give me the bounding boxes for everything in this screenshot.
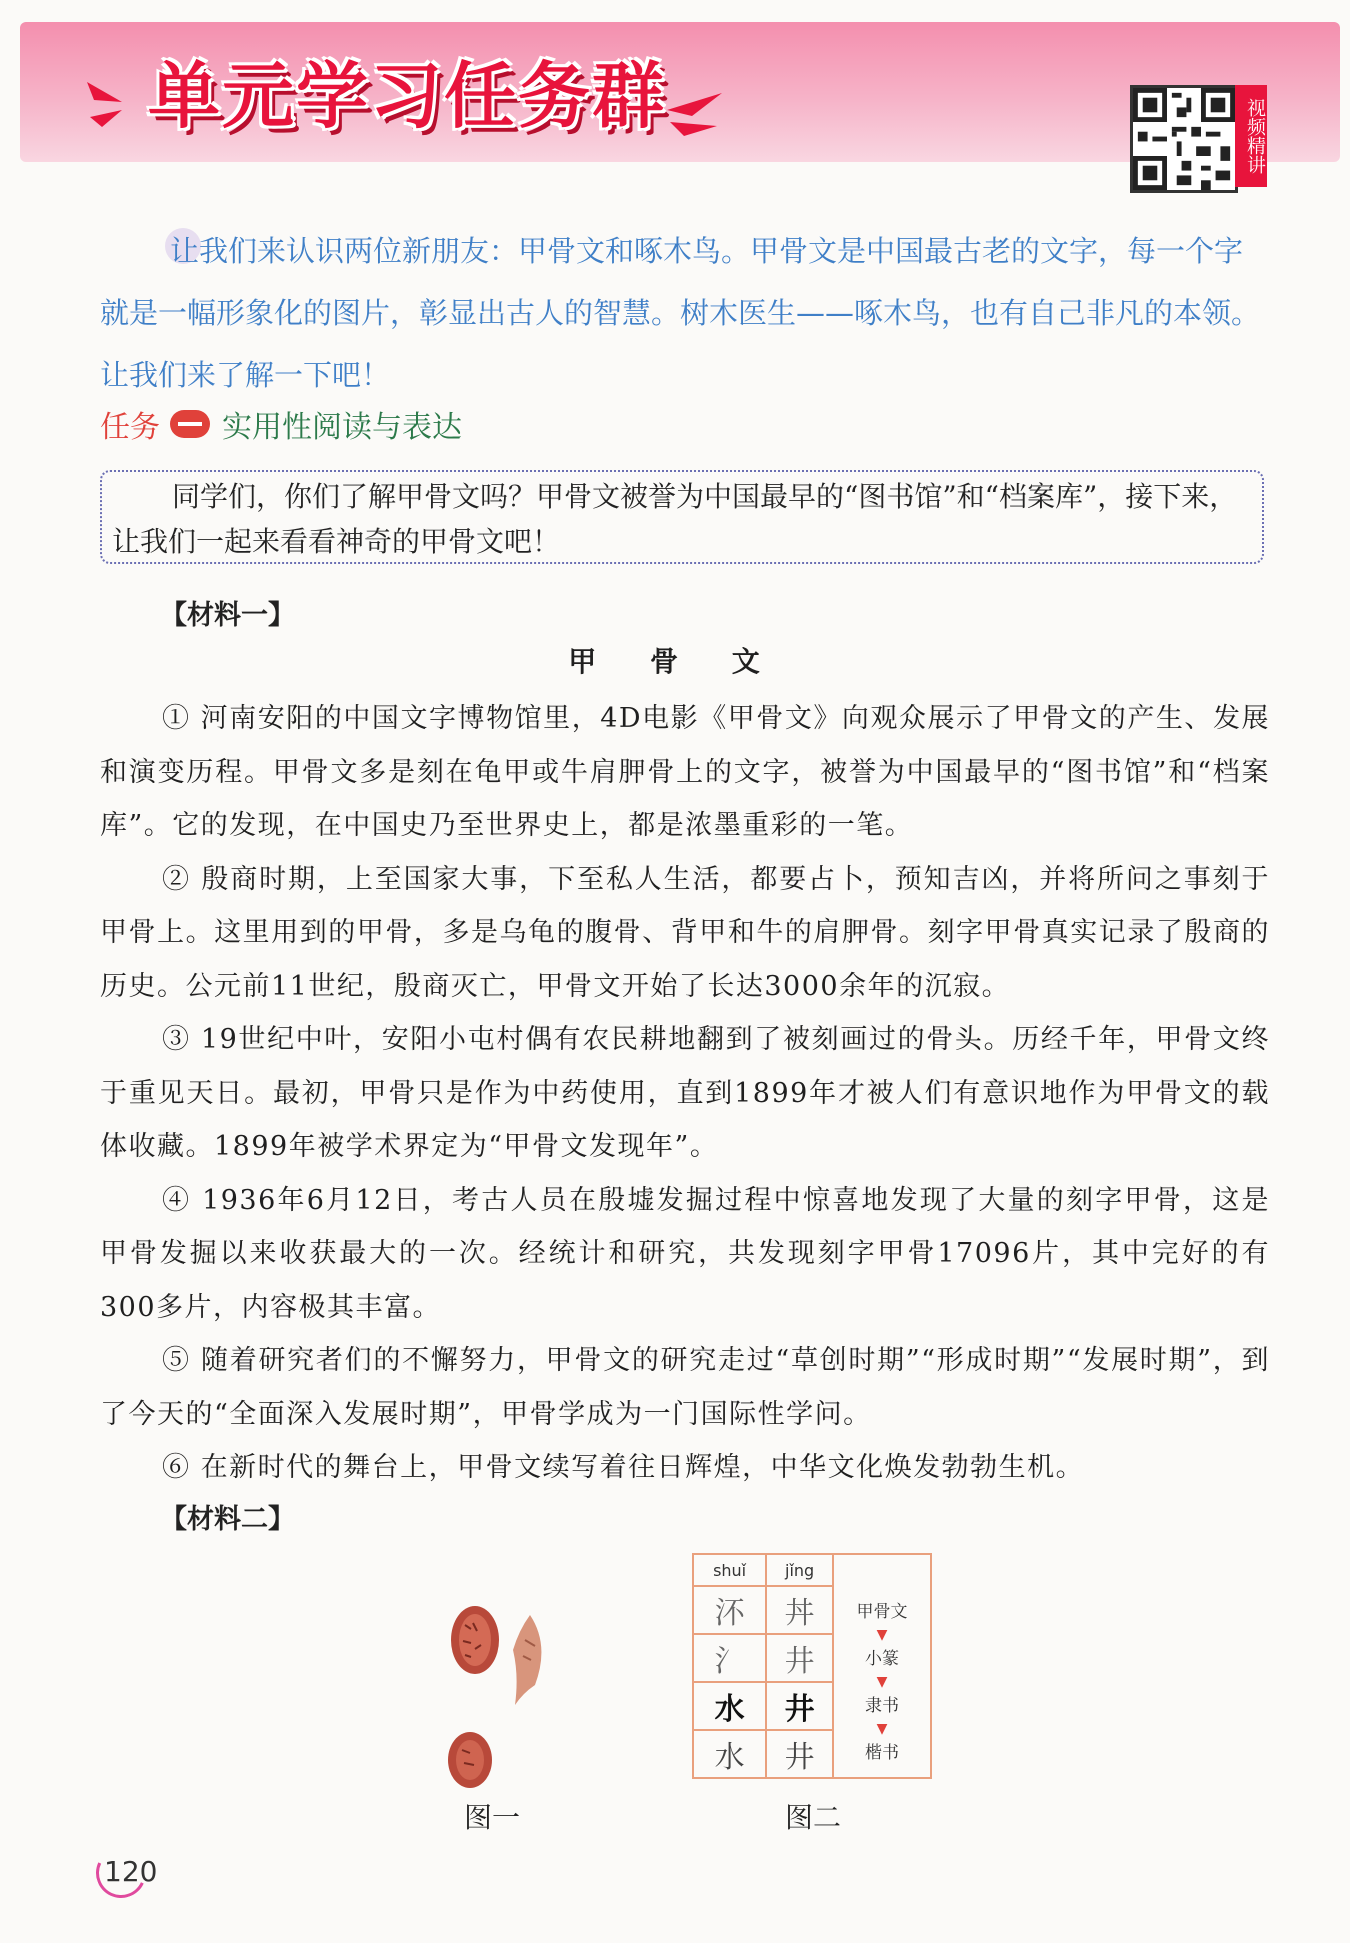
glyph-shui-oracle: 㳅	[693, 1586, 766, 1634]
glyph-shui-regular: 水	[693, 1730, 766, 1778]
left-sparkle-icon	[82, 72, 152, 142]
glyph-shui-clerical: 水	[693, 1682, 766, 1730]
paragraph-2: ② 殷商时期，上至国家大事，下至私人生活，都要占卜，预知吉凶，并将所问之事刻于甲骨上。这里用到的甲骨，多是乌龟的腹骨、背甲和牛的肩胛骨。刻字甲骨真实记录了殷商的历史。公元前11世纪，殷商灭亡，甲骨文开始了长达3000余年的沉寂。	[100, 863, 1270, 1002]
figure2-caption: 图二	[785, 1801, 842, 1834]
article-body	[100, 692, 1270, 1495]
pinyin-jing: jǐng	[766, 1554, 833, 1586]
article-title: 甲 骨 文	[568, 645, 782, 678]
script-names-cell	[833, 1554, 931, 1778]
right-sparkle-icon	[662, 88, 732, 148]
paragraph-4: ④ 1936年6月12日，考古人员在殷墟发掘过程中惊喜地发现了大量的刻字甲骨，这是甲骨发掘以来收获最大的一次。经统计和研究，共发现刻字甲骨17096片，其中完好的有300多片，内容极其丰富。	[100, 1184, 1270, 1323]
down-arrow-icon: ▼	[876, 1721, 888, 1737]
intro-paragraph: 让我们来认识两位新朋友：甲骨文和啄木鸟。甲骨文是中国最古老的文字，每一个字就是一幅形象化的图片，彰显出古人的智慧。树木医生——啄木鸟，也有自己非凡的本领。让我们来了解一下吧！	[100, 234, 1261, 392]
pinyin-shui: shuǐ	[693, 1554, 766, 1586]
script-kaishu: 楷书	[865, 1743, 899, 1763]
figure1-caption: 图一	[464, 1801, 521, 1834]
script-xiaozhuan: 小篆	[865, 1649, 899, 1669]
intro-note-text: 同学们，你们了解甲骨文吗？甲骨文被誉为中国最早的“图书馆”和“档案库”，接下来，让我们一起来看看神奇的甲骨文吧！	[112, 480, 1238, 558]
qr-code-icon[interactable]	[1130, 85, 1238, 193]
glyph-jing-regular: 井	[766, 1730, 833, 1778]
script-evolution-table	[692, 1553, 932, 1779]
task-prefix: 任务	[100, 410, 160, 445]
paragraph-6: ⑥ 在新时代的舞台上，甲骨文续写着往日辉煌，中华文化焕发勃勃生机。	[162, 1452, 1085, 1483]
glyph-jing-seal: 井	[766, 1634, 833, 1682]
down-arrow-icon: ▼	[876, 1674, 888, 1690]
banner-title: 单元学习任务群	[148, 54, 667, 138]
page-number: 120	[104, 1855, 158, 1888]
script-lishu: 隶书	[865, 1696, 899, 1716]
task-number-badge	[170, 410, 210, 438]
task-title: 实用性阅读与表达	[222, 410, 462, 445]
paragraph-1: ① 河南安阳的中国文字博物馆里，4D电影《甲骨文》向观众展示了甲骨文的产生、发展和演变历程。甲骨文多是刻在龟甲或牛肩胛骨上的文字，被誉为中国最早的“图书馆”和“档案库”。它的发现，在中国史乃至世界史上，都是浓墨重彩的一笔。	[100, 703, 1270, 841]
down-arrow-icon: ▼	[876, 1627, 888, 1643]
paragraph-5: ⑤ 随着研究者们的不懈努力，甲骨文的研究走过“草创时期”“形成时期”“发展时期”，到了今天的“全面深入发展时期”，甲骨学成为一门国际性学问。	[100, 1345, 1270, 1430]
oracle-bone-image	[440, 1595, 570, 1795]
glyph-jing-clerical: 井	[766, 1682, 833, 1730]
material2-label: 【材料二】	[160, 1504, 295, 1535]
script-jiaguwen: 甲骨文	[856, 1602, 908, 1622]
glyph-shui-seal: 氵	[693, 1634, 766, 1682]
material1-label: 【材料一】	[160, 600, 295, 631]
intro-note-box	[100, 470, 1264, 564]
qr-video-label: 视频精讲	[1235, 85, 1267, 187]
task-heading	[100, 402, 462, 446]
glyph-jing-oracle: 丼	[766, 1586, 833, 1634]
paragraph-3: ③ 19世纪中叶，安阳小屯村偶有农民耕地翻到了被刻画过的骨头。历经千年，甲骨文终于重见天日。最初，甲骨只是作为中药使用，直到1899年才被人们有意识地作为甲骨文的载体收藏。1899年被学术界定为“甲骨文发现年”。	[100, 1024, 1270, 1162]
